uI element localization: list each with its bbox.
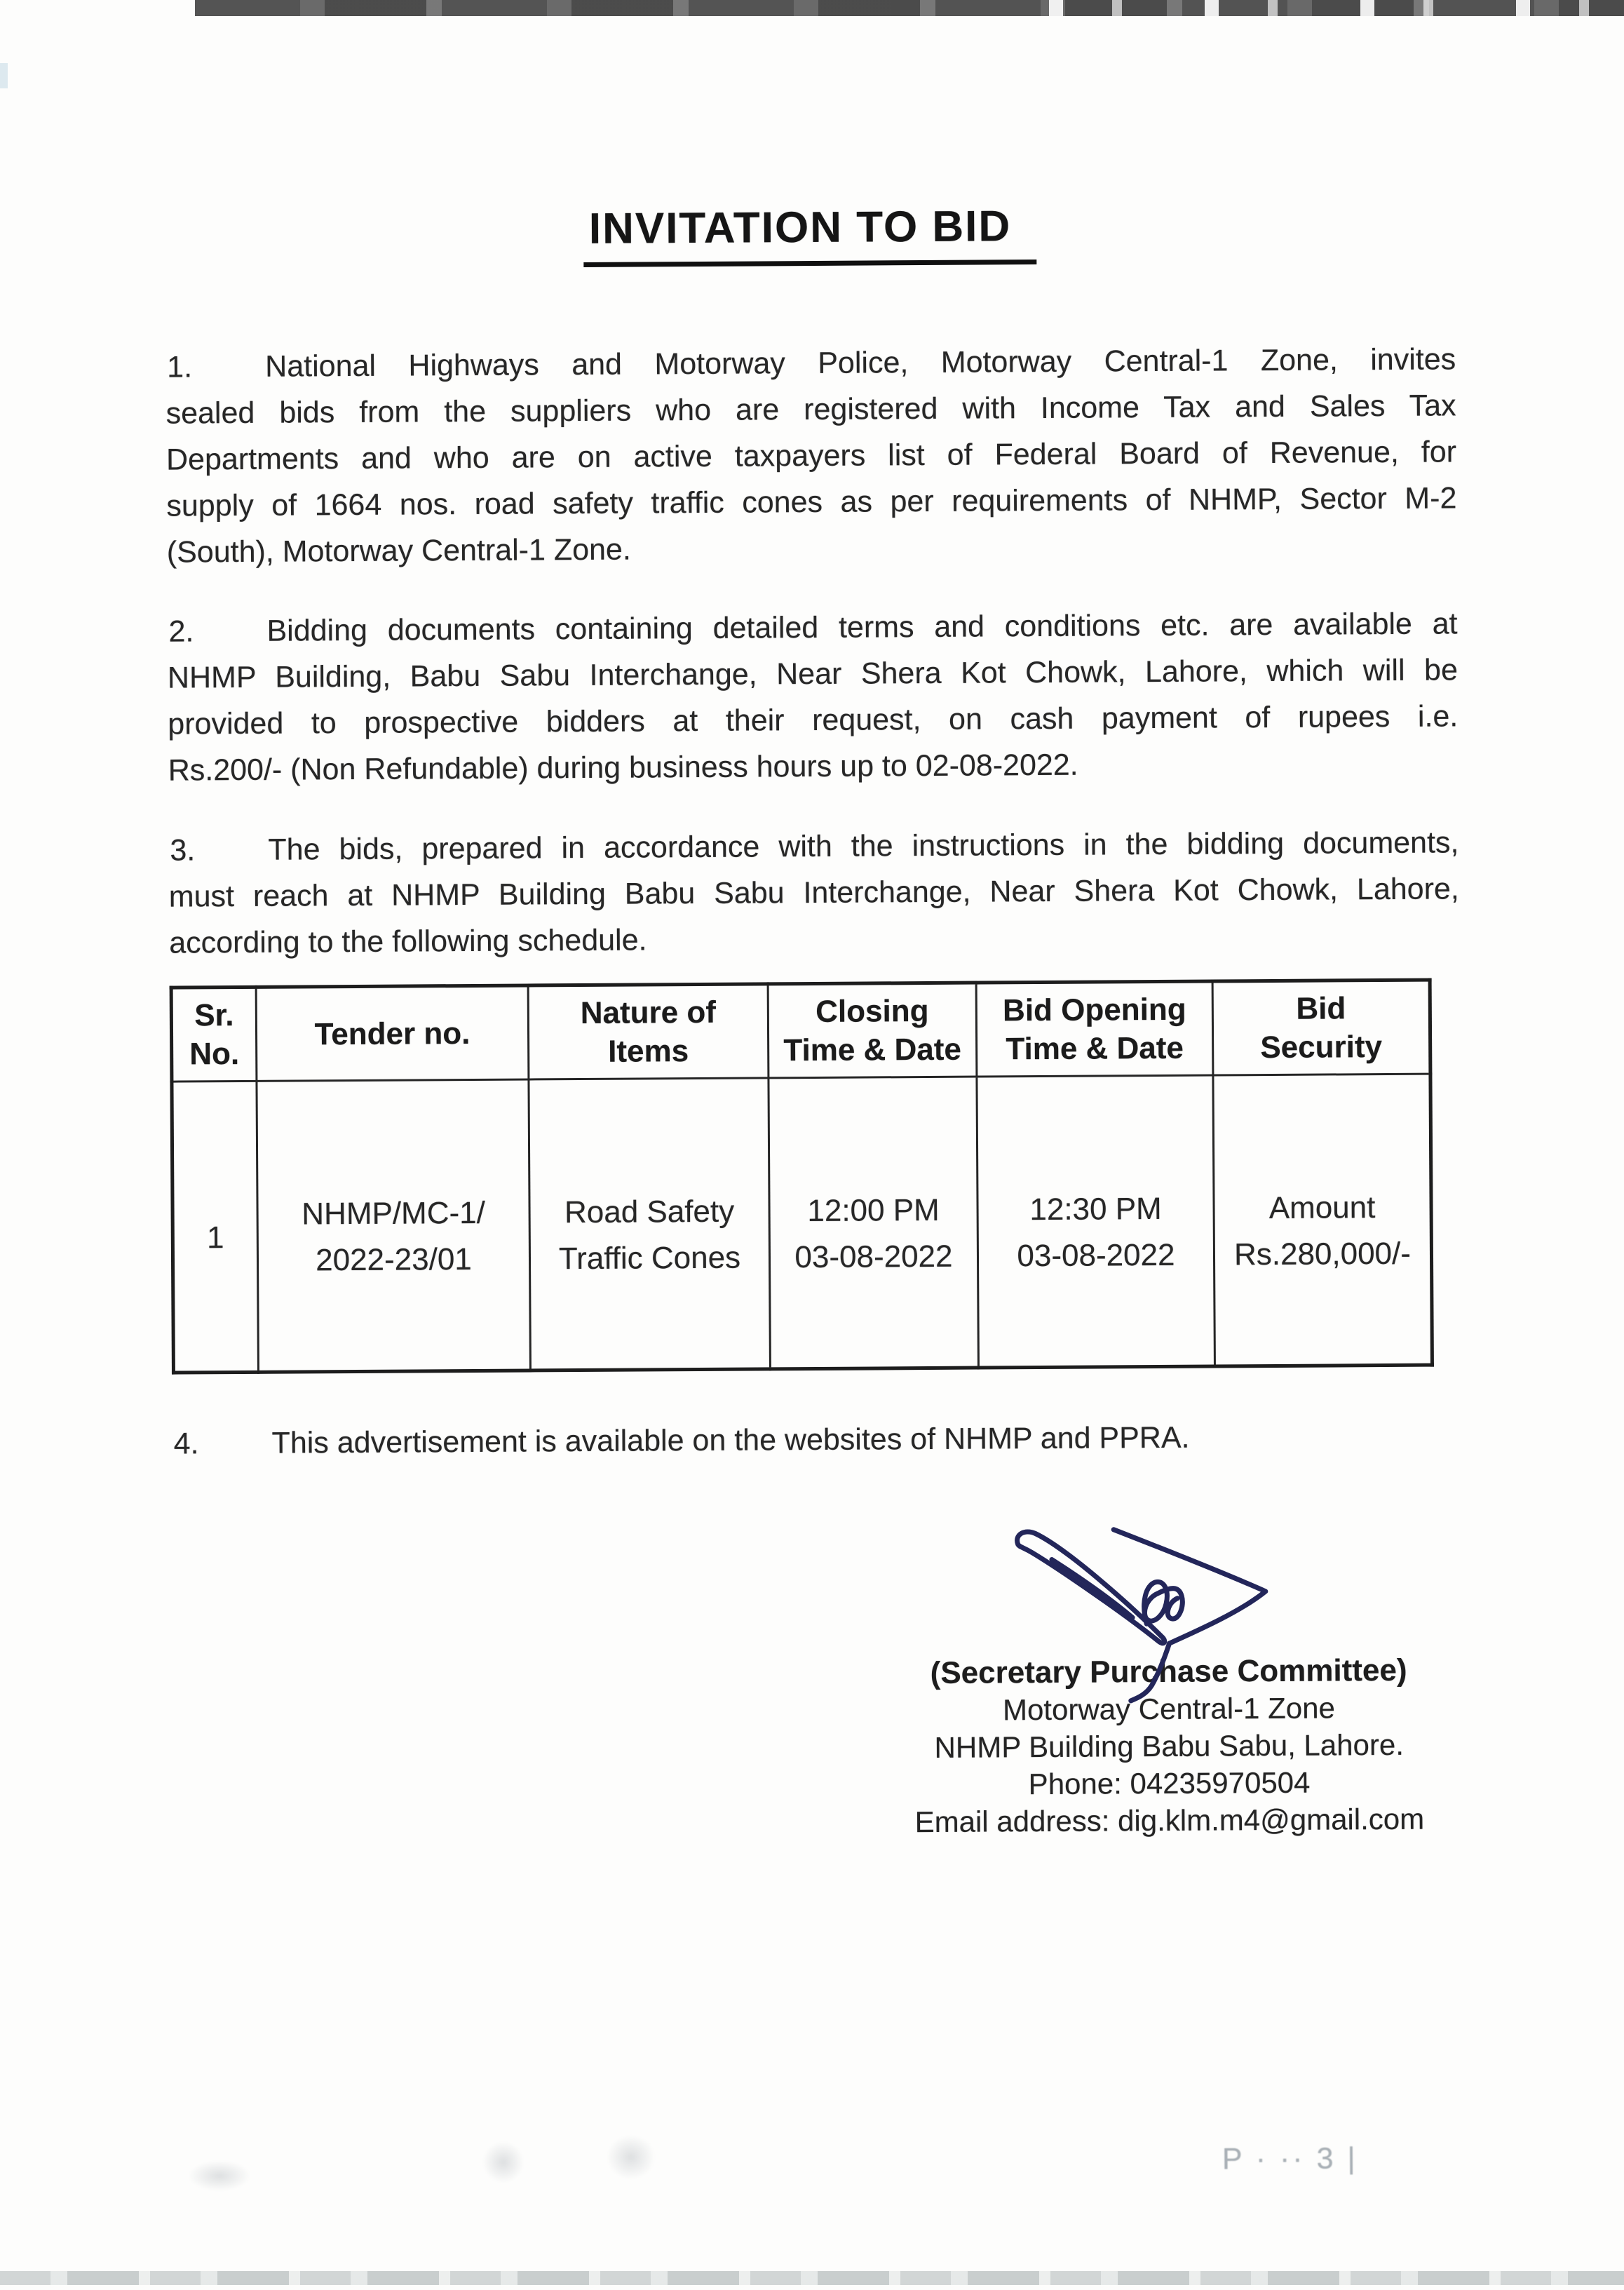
- signatory-phone: Phone: 04235970504: [1028, 1765, 1311, 1801]
- paragraph-1: [165, 336, 1457, 575]
- header-bid-security: [1212, 980, 1430, 1075]
- cell-line: 12:30 PM: [1029, 1191, 1162, 1227]
- paragraph-2: [167, 600, 1459, 793]
- paragraph-line: National Highways and Motorway Police, Motorway Central-1 Zone, invites: [265, 342, 1456, 384]
- cell-line: 2022-23/01: [316, 1241, 472, 1278]
- cell-line: Amount: [1268, 1190, 1376, 1226]
- table-row: [172, 1074, 1433, 1373]
- paragraph-3-number: 3.: [170, 833, 196, 868]
- paragraph-1-number: 1.: [167, 350, 193, 384]
- document-title: INVITATION TO BID: [583, 203, 1037, 267]
- paragraph-line: Rs.200/- (Non Refundable) during business hours up to 02-08-2022.: [168, 748, 1078, 788]
- header-line: No.: [189, 1036, 240, 1072]
- scan-smudge: [607, 2134, 656, 2179]
- paragraph-line: NHMP Building, Babu Sabu Interchange, Near Shera Kot Chowk, Lahore, which will be: [167, 653, 1459, 695]
- paragraph-line: supply of 1664 nos. road safety traffic cones as per requirements of NHMP, Sector M-2: [166, 481, 1457, 523]
- signatory-address: NHMP Building Babu Sabu, Lahore.: [934, 1727, 1405, 1764]
- header-bid-opening-time-date: [976, 981, 1213, 1077]
- header-line: Closing: [816, 993, 929, 1029]
- paragraph-line: (South), Motorway Central-1 Zone.: [166, 532, 631, 570]
- cell-line: Road Safety: [564, 1194, 735, 1230]
- bid-schedule-table: [170, 978, 1434, 1375]
- cell-sr-no: [172, 1081, 259, 1373]
- header-line: Bid: [1296, 991, 1346, 1026]
- paragraph-line: must reach at NHMP Building Babu Sabu Interchange, Near Shera Kot Chowk, Lahore,: [168, 872, 1459, 914]
- paragraph-3: [168, 819, 1459, 966]
- paragraph-line: This advertisement is available on the websites of NHMP and PPRA.: [271, 1420, 1190, 1460]
- cell-bid-opening-time-date: [977, 1075, 1215, 1368]
- paragraph-line: Bidding documents containing detailed terms and conditions etc. are available at: [266, 607, 1458, 648]
- signatory-title: (Secretary Purchase Committee): [930, 1652, 1407, 1690]
- cell-nature-of-items: [529, 1078, 771, 1370]
- paragraph-line: sealed bids from the suppliers who are registered with Income Tax and Sales Tax: [165, 389, 1456, 431]
- header-sr-no: [171, 987, 257, 1082]
- header-tender-no: [256, 985, 529, 1081]
- paragraph-2-number: 2.: [168, 614, 194, 649]
- paragraph-line: according to the following schedule.: [169, 923, 647, 960]
- cell-line: 12:00 PM: [807, 1192, 940, 1229]
- header-closing-time-date: [768, 983, 977, 1078]
- cell-line: NHMP/MC-1/: [302, 1195, 486, 1232]
- paragraph-line: provided to prospective bidders at their request, on cash payment of rupees i.e.: [168, 699, 1459, 741]
- table-header-row: [171, 980, 1430, 1082]
- cell-closing-time-date: [769, 1077, 979, 1369]
- cell-tender-no: [257, 1079, 531, 1372]
- scan-smudge: [482, 2141, 525, 2183]
- paragraph-line: Departments and who are on active taxpayers list of Federal Board of Revenue, for: [165, 435, 1457, 477]
- page-number-faint: P · ·· 3 |: [1222, 2141, 1358, 2176]
- header-line: Security: [1260, 1030, 1383, 1065]
- cell-bid-security: [1213, 1074, 1433, 1366]
- header-line: Sr.: [194, 998, 234, 1033]
- header-line: Time & Date: [1006, 1030, 1184, 1067]
- header-line: Tender no.: [314, 1016, 471, 1051]
- header-line: Time & Date: [783, 1032, 962, 1068]
- header-nature-of-items: [528, 984, 769, 1079]
- signatory-email: Email address: dig.klm.m4@gmail.com: [914, 1802, 1425, 1839]
- cell-line: 03-08-2022: [1017, 1237, 1175, 1274]
- header-line: Bid Opening: [1002, 992, 1186, 1028]
- signature-block: [848, 1651, 1489, 1841]
- header-line: Nature of: [580, 995, 717, 1031]
- scanner-artifact-bottom: [0, 2271, 1624, 2285]
- signatory-zone: Motorway Central-1 Zone: [1002, 1691, 1335, 1727]
- paragraph-4: [172, 1413, 1462, 1467]
- cell-line: Rs.280,000/-: [1233, 1236, 1412, 1272]
- scan-smudge: [188, 2160, 251, 2192]
- paragraph-4-number: 4.: [173, 1427, 199, 1461]
- title-row: [165, 201, 1455, 269]
- paragraph-line: The bids, prepared in accordance with the instructions in the bidding documents,: [268, 826, 1459, 867]
- header-line: Items: [608, 1034, 689, 1069]
- cell-line: 03-08-2022: [794, 1239, 953, 1275]
- cell-line: Traffic Cones: [558, 1240, 741, 1277]
- cell-line: 1: [206, 1220, 224, 1255]
